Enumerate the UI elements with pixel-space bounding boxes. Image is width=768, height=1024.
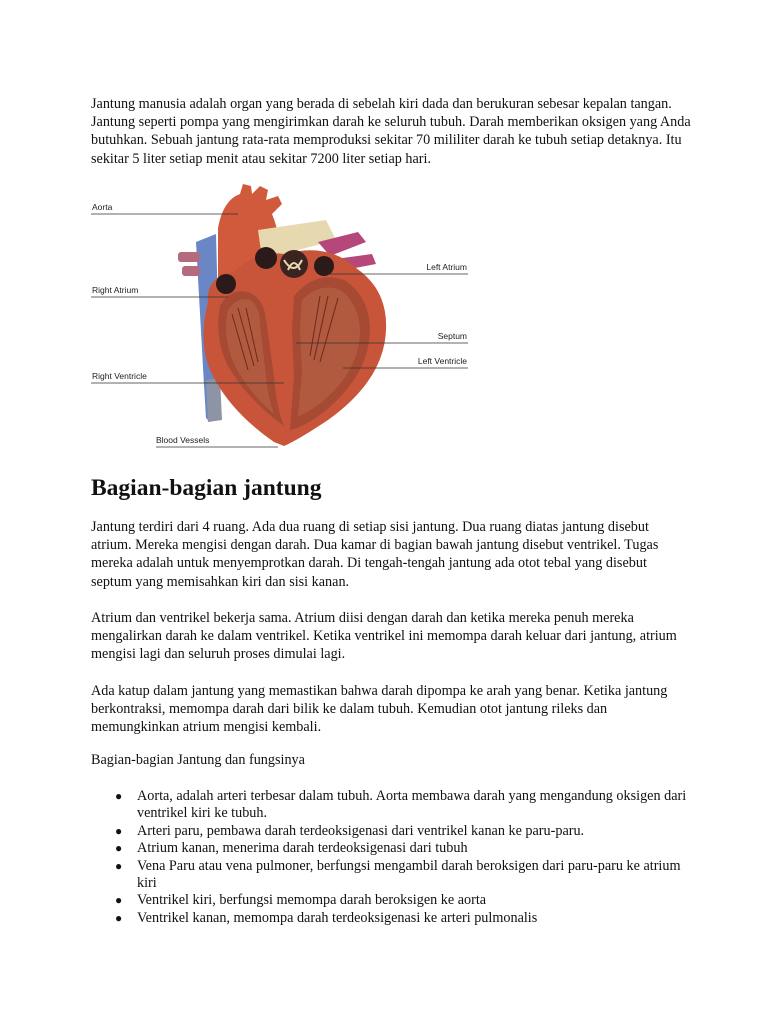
label-septum: Septum — [437, 331, 467, 341]
label-blood-vessels: Blood Vessels — [156, 435, 210, 445]
list-item: ● Aorta, adalah arteri terbesar dalam tubuh. Aorta membawa darah yang mengandung oksigen dari ventrikel kiri ke tubuh. — [115, 788, 687, 822]
label-left-ventricle: Left Ventricle — [417, 356, 467, 366]
bullet-icon: ● — [115, 910, 123, 925]
label-right-ventricle: Right Ventricle — [92, 371, 147, 381]
paragraph-chambers: Jantung terdiri dari 4 ruang. Ada dua ruang di setiap sisi jantung. Dua ruang diatas jantung disebut atrium. Mereka mengisi dengan darah. Dua kamar di bagian bawah jantung disebut ventrikel. Tugas mereka adalah untuk menyemprotkan darah. Di tengah-tengah jantung ada otot tebal yang disebut septum yang memisahkan kiri dan sisi kanan. — [91, 519, 659, 590]
section-heading: Bagian-bagian jantung — [91, 475, 322, 501]
list-item: ● Ventrikel kiri, berfungsi memompa darah beroksigen ke aorta — [115, 892, 487, 909]
paragraph-list-intro: Bagian-bagian Jantung dan fungsinya — [91, 752, 305, 768]
intro-paragraph: Jantung manusia adalah organ yang berada di sebelah kiri dada dan berukuran sebesar kepalan tangan. Jantung seperti pompa yang mengirimkan darah ke seluruh tubuh. Darah memberikan oksigen yang Anda butuhkan. Sebuah jantung rata-rata memproduksi sekitar 70 mililiter darah ke tubuh setiap detaknya. Itu sekitar 5 liter setiap menit atau sekitar 7200 liter setiap hari. — [91, 96, 691, 167]
heart-diagram — [88, 180, 468, 455]
list-item: ● Arteri paru, pembawa darah terdeoksigenasi dari ventrikel kanan ke paru-paru. — [115, 822, 585, 839]
bullet-icon: ● — [115, 893, 123, 908]
list-item: ● Atrium kanan, menerima darah terdeoksigenasi dari tubuh — [115, 840, 468, 857]
list-item: ● Vena Paru atau vena pulmoner, berfungsi mengambil darah beroksigen dari paru-paru ke atrium kiri — [115, 857, 681, 892]
paragraph-atrium-ventricle: Atrium dan ventrikel bekerja sama. Atrium diisi dengan darah dan ketika mereka penuh mereka mengalirkan darah ke dalam ventrikel. Ketika ventrikel ini memompa darah keluar dari jantung, atrium mengisi lagi dan seluruh proses dimulai lagi. — [91, 610, 677, 663]
heart-parts-list — [91, 788, 691, 927]
paragraph-valves: Ada katup dalam jantung yang memastikan bahwa darah dipompa ke arah yang benar. Ketika jantung berkontraksi, memompa darah dari bilik ke dalam tubuh. Kemudian otot jantung rileks dan memungkinkan atrium mengisi kembali. — [91, 683, 668, 736]
bullet-icon: ● — [115, 841, 123, 856]
label-aorta: Aorta — [92, 202, 113, 212]
list-item: ● Ventrikel kanan, memompa darah terdeoksigenasi ke arteri pulmonalis — [115, 909, 538, 926]
bullet-icon: ● — [115, 789, 123, 803]
bullet-icon: ● — [115, 823, 123, 838]
bullet-icon: ● — [115, 858, 123, 873]
label-left-atrium: Left Atrium — [426, 262, 467, 272]
label-right-atrium: Right Atrium — [92, 285, 139, 295]
